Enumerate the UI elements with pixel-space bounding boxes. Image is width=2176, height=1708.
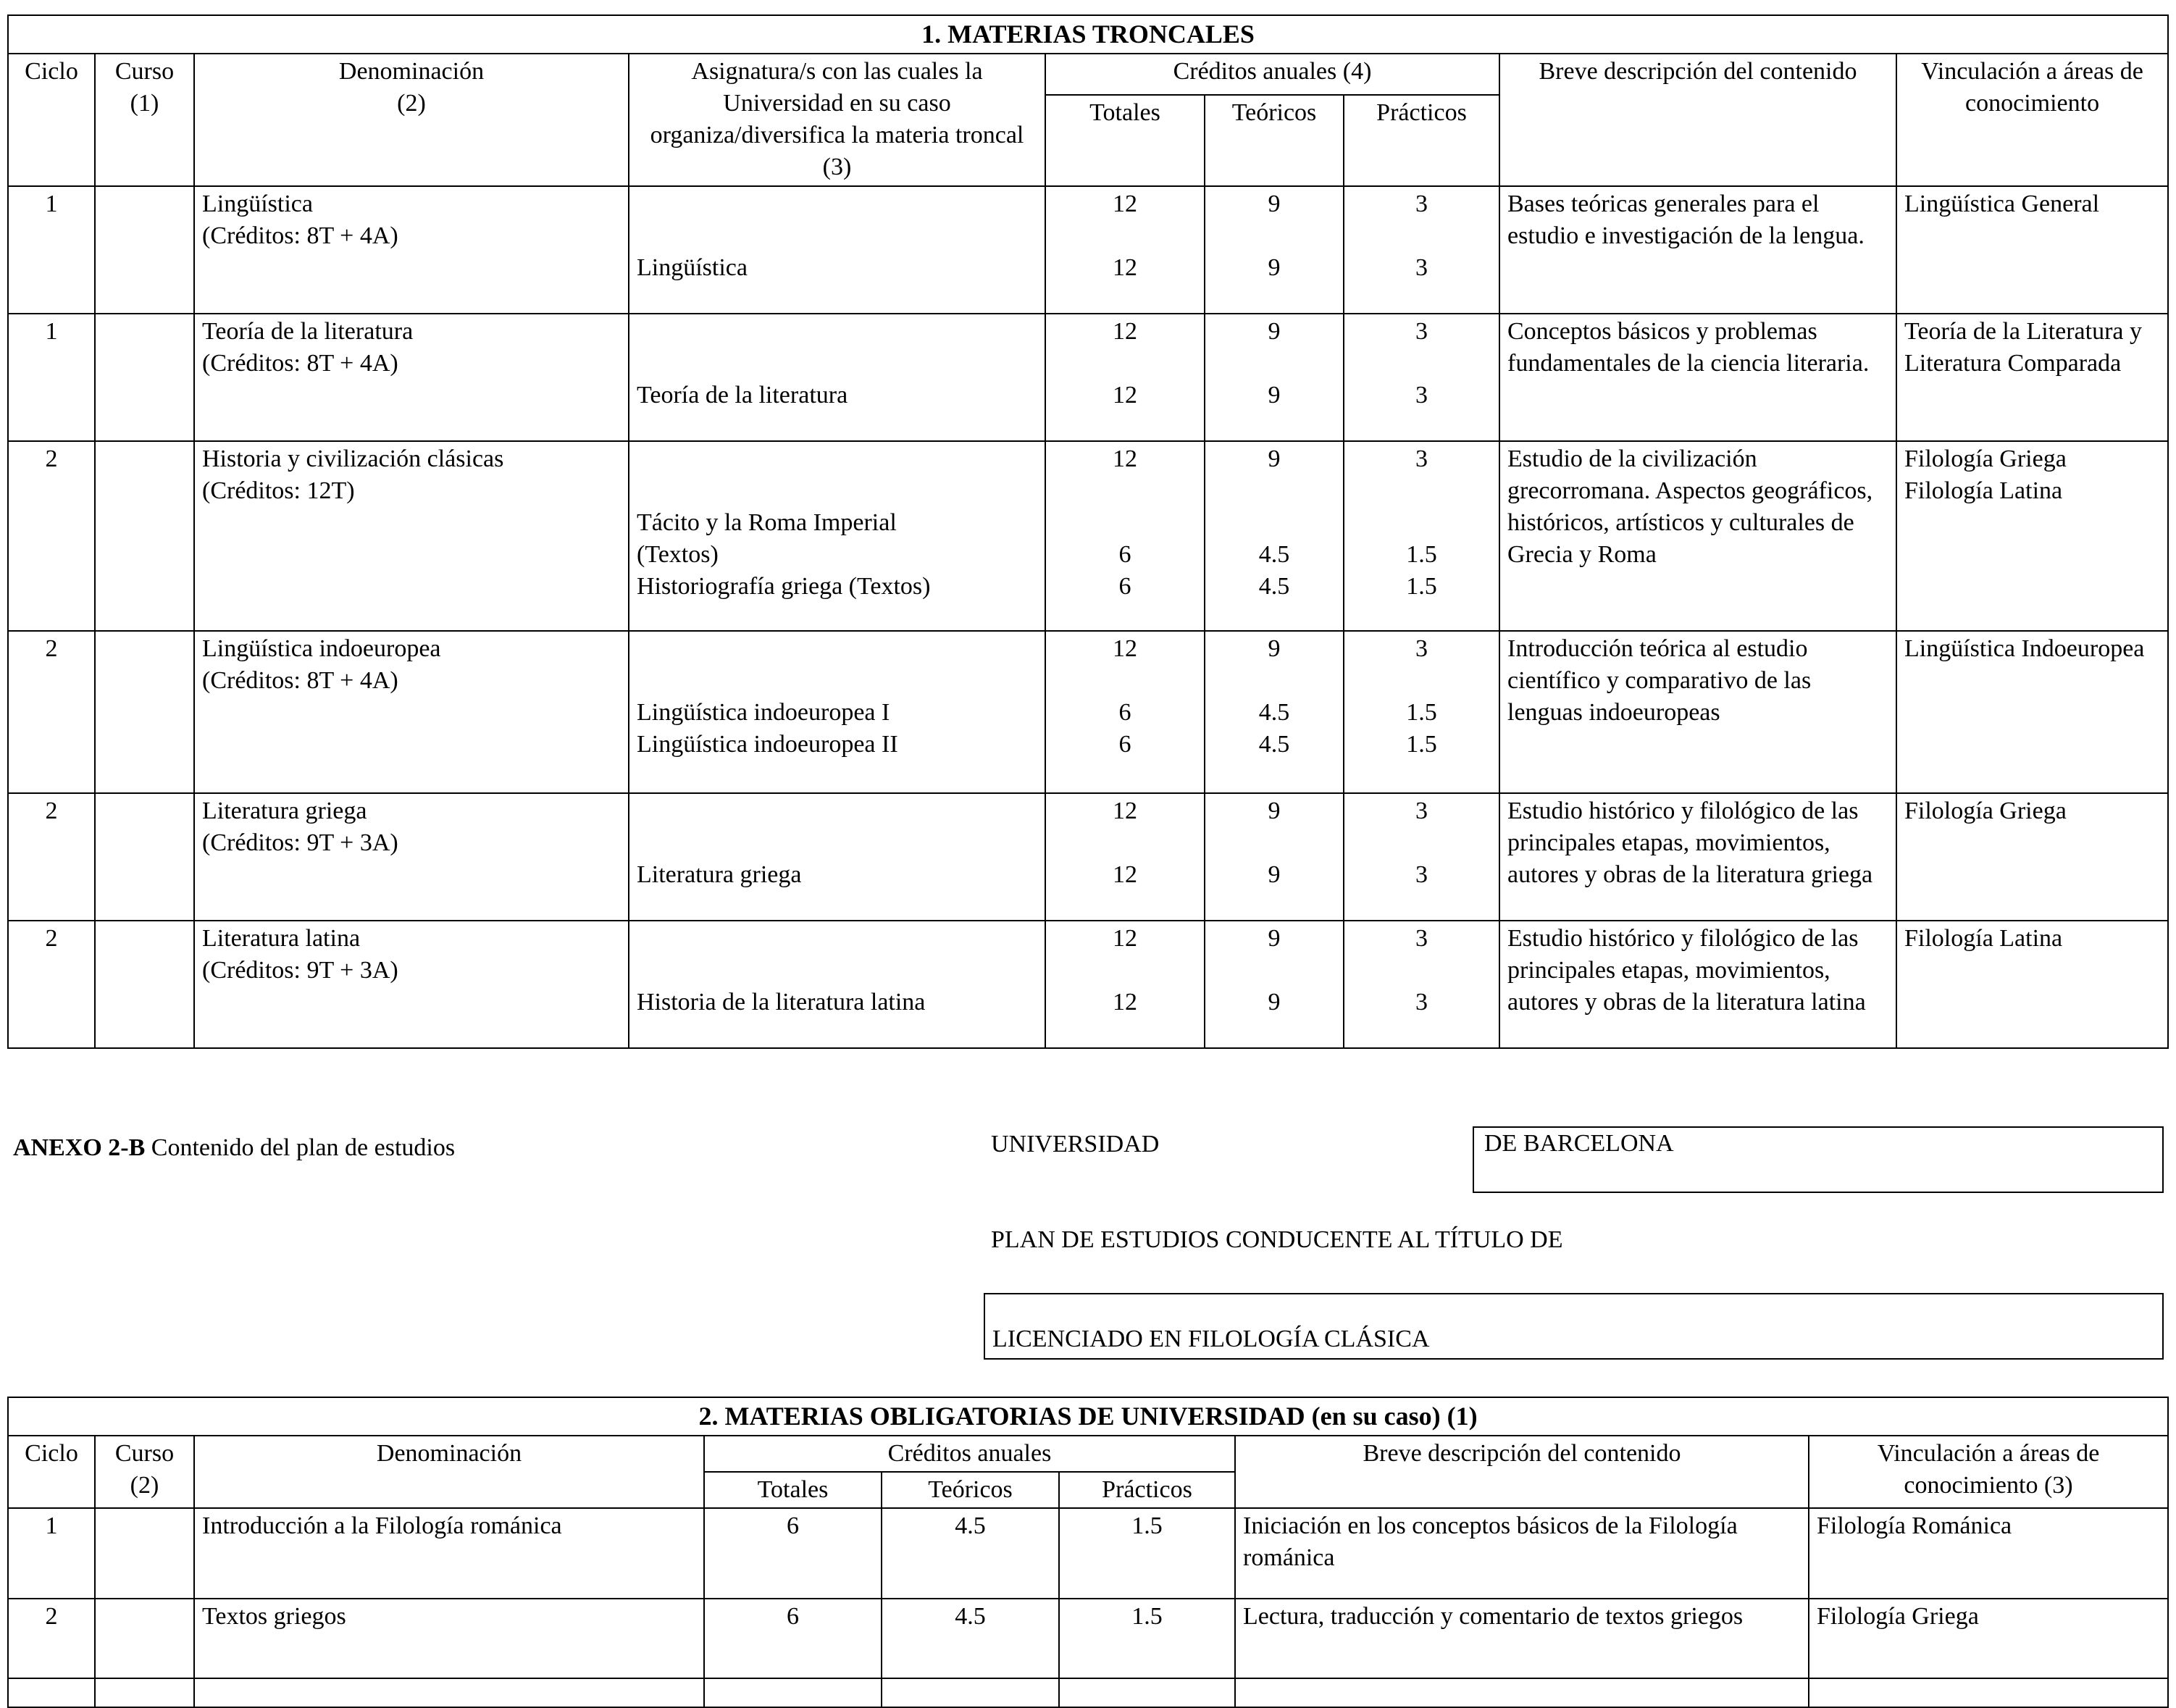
ciclo-cell: 2 [8,441,95,631]
troncales-table [7,14,2169,1049]
titulo-box [984,1293,2164,1360]
teoricos-cell [1205,314,1344,441]
asignatura-list: Teoría de la literatura [637,381,848,409]
asignatura-list: Literatura griega [637,861,802,888]
totales-cell [1045,921,1205,1048]
asignatura-cell [629,441,1045,631]
ciclo-cell: 2 [8,1599,95,1678]
teoricos-cell: 4.5 [882,1599,1059,1678]
vinculacion-cell: Filología Románica [1809,1508,2168,1599]
troncal-row [8,314,2168,441]
totales-cell [1045,631,1205,793]
empty-cell [194,1678,704,1707]
totales-cell: 6 [704,1508,882,1599]
denominacion-cell [194,441,629,631]
header-descripcion: Breve descripción del contenido [1499,54,1896,186]
ciclo-cell: 1 [8,314,95,441]
teoricos-list: 9 4.5 4.5 [1258,445,1290,600]
practicos-cell [1344,631,1499,793]
denominacion-cell [194,314,629,441]
practicos-list: 3 3 [1415,924,1428,1016]
descripcion-cell: Introducción teórica al estudio científico y comparativo de las lenguas indoeuropeas [1499,631,1896,793]
teoricos-list: 9 9 [1268,924,1281,1016]
denominacion-creditos: (Créditos: 9T + 3A) [202,956,398,984]
curso-cell [95,1599,194,1678]
vinculacion-cell: Lingüística General [1896,186,2168,314]
obligatoria-row-partial [8,1678,2168,1707]
practicos-cell [1344,441,1499,631]
oblig-header-teoricos: Teóricos [882,1472,1059,1508]
header-vinculacion: Vinculación a áreas de conocimiento [1896,54,2168,186]
ciclo-cell: 1 [8,1508,95,1599]
vinculacion-cell: Filología Griega [1896,793,2168,921]
header-teoricos: Teóricos [1205,95,1344,186]
teoricos-cell [1205,793,1344,921]
oblig-header-totales: Totales [704,1472,882,1508]
practicos-cell [1344,314,1499,441]
titulo-value: LICENCIADO EN FILOLOGÍA CLÁSICA [992,1326,1430,1352]
teoricos-list: 9 9 [1268,190,1281,281]
denominacion-name: Lingüística [202,190,313,217]
practicos-cell: 1.5 [1059,1508,1235,1599]
oblig-header-ciclo: Ciclo [8,1436,95,1508]
descripcion-cell: Estudio histórico y filológico de las principales etapas, movimientos, autores y obras de la literatura latina [1499,921,1896,1048]
ciclo-cell: 2 [8,631,95,793]
obligatoria-row [8,1508,2168,1599]
troncales-title: 1. MATERIAS TRONCALES [8,15,2168,54]
curso-cell [95,441,194,631]
teoricos-cell: 4.5 [882,1508,1059,1599]
teoricos-cell [1205,631,1344,793]
vinculacion-cell: Lingüística Indoeuropea [1896,631,2168,793]
empty-cell [1809,1678,2168,1707]
universidad-value: DE BARCELONA [1484,1130,1674,1157]
asignatura-list: Lingüística indoeuropea I Lingüística indoeuropea II [637,698,898,758]
anexo-label: ANEXO 2-B Contenido del plan de estudios [13,1134,456,1161]
asignatura-cell [629,921,1045,1048]
vinculacion-cell: Filología Griega [1809,1599,2168,1678]
denominacion-creditos: (Créditos: 8T + 4A) [202,666,398,694]
practicos-cell [1344,921,1499,1048]
empty-cell [95,1678,194,1707]
totales-list: 12 12 [1113,190,1137,281]
totales-cell [1045,314,1205,441]
denominacion-cell [194,186,629,314]
totales-cell [1045,793,1205,921]
header-curso: Curso (1) [95,54,194,186]
vinculacion-cell: Filología Griega Filología Latina [1896,441,2168,631]
curso-cell [95,186,194,314]
troncal-row [8,186,2168,314]
practicos-cell [1344,793,1499,921]
practicos-cell: 1.5 [1059,1599,1235,1678]
totales-list: 12 12 [1113,317,1137,409]
troncal-row [8,793,2168,921]
descripcion-cell: Iniciación en los conceptos básicos de la Filología románica [1235,1508,1809,1599]
denominacion-creditos: (Créditos: 8T + 4A) [202,222,398,249]
descripcion-cell: Estudio histórico y filológico de las principales etapas, movimientos, autores y obras de la literatura griega [1499,793,1896,921]
oblig-header-practicos: Prácticos [1059,1472,1235,1508]
totales-list: 12 6 6 [1113,635,1137,758]
denominacion-name: Teoría de la literatura [202,317,414,345]
empty-cell [1235,1678,1809,1707]
vinculacion-cell: Filología Latina [1896,921,2168,1048]
curso-cell [95,921,194,1048]
teoricos-list: 9 9 [1268,317,1281,409]
asignatura-cell [629,314,1045,441]
practicos-list: 3 3 [1415,317,1428,409]
denominacion-cell [194,631,629,793]
troncal-row [8,631,2168,793]
teoricos-cell [1205,186,1344,314]
universidad-box [1473,1126,2164,1193]
header-ciclo: Ciclo [8,54,95,186]
obligatorias-title: 2. MATERIAS OBLIGATORIAS DE UNIVERSIDAD (en su caso) (1) [8,1397,2168,1436]
oblig-header-descripcion: Breve descripción del contenido [1235,1436,1809,1508]
descripcion-cell: Bases teóricas generales para el estudio e investigación de la lengua. [1499,186,1896,314]
practicos-list: 3 1.5 1.5 [1406,445,1437,600]
oblig-header-creditos: Créditos anuales [704,1436,1235,1472]
curso-cell [95,1508,194,1599]
totales-list: 12 12 [1113,797,1137,888]
denominacion-cell: Introducción a la Filología románica [194,1508,704,1599]
totales-list: 12 6 6 [1113,445,1137,600]
asignatura-list: Lingüística [637,254,748,281]
descripcion-cell: Conceptos básicos y problemas fundamentales de la ciencia literaria. [1499,314,1896,441]
curso-cell [95,793,194,921]
curso-cell [95,631,194,793]
universidad-label: UNIVERSIDAD [991,1131,1160,1157]
header-creditos: Créditos anuales (4) [1045,54,1499,95]
denominacion-name: Historia y civilización clásicas [202,445,504,472]
denominacion-creditos: (Créditos: 8T + 4A) [202,349,398,377]
practicos-list: 3 1.5 1.5 [1406,635,1437,758]
header-practicos: Prácticos [1344,95,1499,186]
denominacion-cell [194,793,629,921]
empty-cell [704,1678,882,1707]
teoricos-cell [1205,441,1344,631]
ciclo-cell: 2 [8,793,95,921]
denominacion-cell [194,921,629,1048]
ciclo-cell: 2 [8,921,95,1048]
oblig-header-vinculacion: Vinculación a áreas de conocimiento (3) [1809,1436,2168,1508]
asignatura-list: Historia de la literatura latina [637,988,926,1016]
vinculacion-cell: Teoría de la Literatura y Literatura Comparada [1896,314,2168,441]
header-denominacion: Denominación (2) [194,54,629,186]
teoricos-cell [1205,921,1344,1048]
header-totales: Totales [1045,95,1205,186]
totales-cell [1045,186,1205,314]
practicos-list: 3 3 [1415,190,1428,281]
empty-cell [882,1678,1059,1707]
descripcion-cell: Lectura, traducción y comentario de textos griegos [1235,1599,1809,1678]
empty-cell [1059,1678,1235,1707]
curso-cell [95,314,194,441]
empty-cell [8,1678,95,1707]
denominacion-cell: Textos griegos [194,1599,704,1678]
asignatura-cell [629,186,1045,314]
descripcion-cell: Estudio de la civilización grecorromana. Aspectos geográficos, históricos, artísticos y culturales de Grecia y Roma [1499,441,1896,631]
ciclo-cell: 1 [8,186,95,314]
plan-label: PLAN DE ESTUDIOS CONDUCENTE AL TÍTULO DE [991,1226,1563,1253]
oblig-header-denominacion: Denominación [194,1436,704,1508]
asignatura-cell [629,631,1045,793]
asignatura-cell [629,793,1045,921]
denominacion-creditos: (Créditos: 12T) [202,477,355,504]
troncal-row [8,441,2168,631]
asignatura-list: Tácito y la Roma Imperial (Textos) Historiografía griega (Textos) [637,508,931,600]
denominacion-name: Lingüística indoeuropea [202,635,441,662]
denominacion-name: Literatura latina [202,924,361,952]
totales-list: 12 12 [1113,924,1137,1016]
denominacion-name: Literatura griega [202,797,367,824]
teoricos-list: 9 9 [1268,797,1281,888]
obligatoria-row [8,1599,2168,1678]
teoricos-list: 9 4.5 4.5 [1258,635,1290,758]
troncal-row [8,921,2168,1048]
header-asignatura: Asignatura/s con las cuales la Universidad en su caso organiza/diversifica la materia troncal (3) [629,54,1045,186]
oblig-header-curso: Curso (2) [95,1436,194,1508]
practicos-cell [1344,186,1499,314]
denominacion-creditos: (Créditos: 9T + 3A) [202,829,398,856]
totales-cell: 6 [704,1599,882,1678]
totales-cell [1045,441,1205,631]
practicos-list: 3 3 [1415,797,1428,888]
obligatorias-table [7,1397,2169,1708]
